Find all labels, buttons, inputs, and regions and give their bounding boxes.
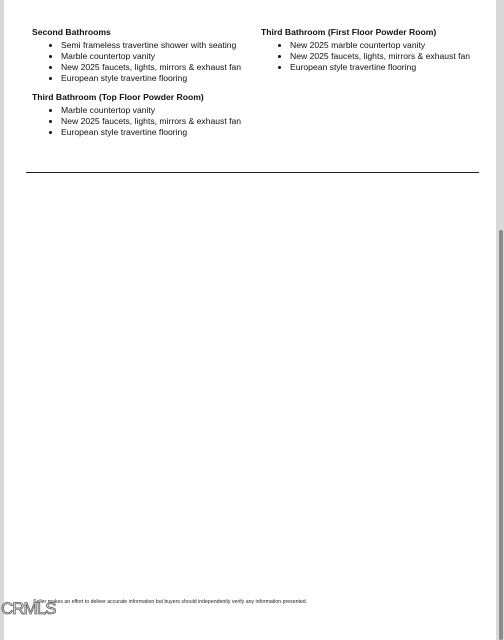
disclaimer-text: Seller makes an effort to deliver accurate information but buyers should independently verify any information presented. — [33, 599, 308, 605]
list-item: Semi frameless travertine shower with seating — [32, 40, 241, 51]
vertical-scrollbar[interactable] — [499, 230, 503, 640]
list-item: European style travertine flooring — [32, 127, 241, 138]
list-item: Marble countertop vanity — [32, 51, 241, 62]
feature-list — [32, 105, 241, 138]
list-item: Marble countertop vanity — [32, 105, 241, 116]
list-item: New 2025 faucets, lights, mirrors & exhaust fan — [32, 62, 241, 73]
document-page — [4, 0, 496, 640]
list-item: New 2025 marble countertop vanity — [261, 40, 470, 51]
list-item: New 2025 faucets, lights, mirrors & exhaust fan — [32, 116, 241, 127]
second-bathrooms-section — [32, 27, 241, 84]
feature-list — [261, 40, 470, 73]
feature-list — [32, 40, 241, 84]
list-item: European style travertine flooring — [261, 62, 470, 73]
section-heading: Third Bathroom (First Floor Powder Room) — [261, 27, 437, 37]
third-bathroom-top-floor-section — [32, 92, 241, 138]
section-heading: Third Bathroom (Top Floor Powder Room) — [32, 92, 204, 102]
horizontal-divider — [26, 172, 479, 173]
section-heading: Second Bathrooms — [32, 27, 111, 37]
crmls-watermark: CRMLS — [1, 599, 56, 618]
list-item: European style travertine flooring — [32, 73, 241, 84]
third-bathroom-first-floor-section — [261, 27, 470, 73]
list-item: New 2025 faucets, lights, mirrors & exhaust fan — [261, 51, 470, 62]
